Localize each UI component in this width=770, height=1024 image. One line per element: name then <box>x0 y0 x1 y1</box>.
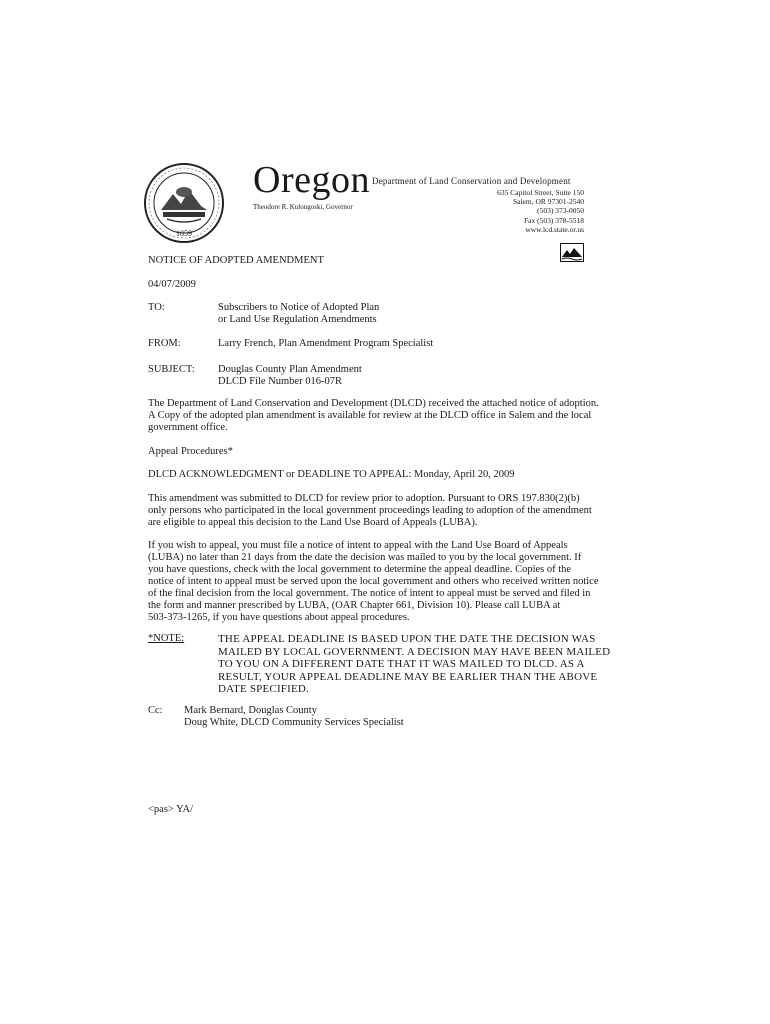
letterhead-department: Department of Land Conservation and Development <box>372 176 571 186</box>
seal-year: 1859 <box>176 229 192 238</box>
letterhead-governor: Theodore R. Kulongoski, Governor <box>253 203 353 211</box>
subject-label: SUBJECT: <box>148 364 195 375</box>
address-line: Salem, OR 97301-2540 <box>512 197 584 207</box>
to-line: Subscribers to Notice of Adopted Plan <box>218 302 380 313</box>
paragraph-line: are eligible to appeal this decision to the Land Use Board of Appeals (LUBA). <box>148 517 478 528</box>
address-line: Fax (503) 378-5518 <box>524 215 584 225</box>
paragraph-line: If you wish to appeal, you must file a notice of intent to appeal with the Land Use Board of Appeals <box>148 540 568 551</box>
to-line: or Land Use Regulation Amendments <box>218 314 377 325</box>
note-line: THE APPEAL DEADLINE IS BASED UPON THE DATE THE DECISION WAS <box>218 633 596 645</box>
letterhead-address <box>497 188 584 234</box>
address-line: (503) 373-0050 <box>537 206 584 216</box>
address-line: www.lcd.state.or.us <box>525 224 584 234</box>
from-value: Larry French, Plan Amendment Program Specialist <box>218 338 434 349</box>
cc-line: Mark Bernard, Douglas County <box>184 705 317 716</box>
paragraph-line: The Department of Land Conservation and Development (DLCD) received the attached notice of adoption. <box>148 398 599 409</box>
paragraph-line: notice of intent to appeal must be served upon the local government and others who received written notice <box>148 576 599 587</box>
note-line: RESULT, YOUR APPEAL DEADLINE MAY BE EARLIER THAN THE ABOVE <box>218 670 598 683</box>
appeal-instructions-paragraph <box>148 540 598 624</box>
note-line: TO YOU ON A DIFFERENT DATE THAT IT WAS MAILED TO DLCD. AS A <box>218 658 585 670</box>
note-line: MAILED BY LOCAL GOVERNMENT. A DECISION MAY HAVE BEEN MAILED <box>218 645 611 658</box>
appeal-deadline: DLCD ACKNOWLEDGMENT or DEADLINE TO APPEAL: Monday, April 20, 2009 <box>148 469 515 480</box>
cc-label: Cc: <box>148 705 163 716</box>
paragraph-line: you have questions, check with the local government to determine the appeal deadline. Copies of the <box>148 564 572 575</box>
typist-initials: <pas> YA/ <box>148 804 193 815</box>
notice-title: NOTICE OF ADOPTED AMENDMENT <box>148 255 324 266</box>
paragraph-line: A Copy of the adopted plan amendment is available for review at the DLCD office in Salem and the local <box>148 410 592 421</box>
paragraph-line: the form and manner prescribed by LUBA, (OAR Chapter 661, Division 10). Please call LUBA at <box>148 600 561 611</box>
note-text <box>218 633 610 696</box>
from-label: FROM: <box>148 338 181 349</box>
subject-line: DLCD File Number 016-07R <box>218 376 342 387</box>
letterhead-state-name: Oregon <box>253 159 370 201</box>
paragraph-line: This amendment was submitted to DLCD for review prior to adoption. Pursuant to ORS 197.830(2)(b) <box>148 493 580 504</box>
dlcd-logo-icon <box>560 243 584 262</box>
state-seal-icon <box>143 162 225 244</box>
paragraph-line: of the final decision from the local government. The notice of intent to appeal must be served and filed in <box>148 588 591 599</box>
intro-paragraph <box>148 398 599 434</box>
appeal-heading: Appeal Procedures* <box>148 446 233 457</box>
paragraph-line: 503-373-1265, if you have questions about appeal procedures. <box>148 612 410 623</box>
cc-line: Doug White, DLCD Community Services Specialist <box>184 717 404 728</box>
note-line: DATE SPECIFIED. <box>218 683 310 695</box>
address-line: 635 Capitol Street, Suite 150 <box>497 188 584 197</box>
to-label: TO: <box>148 302 165 313</box>
notice-date: 04/07/2009 <box>148 279 196 290</box>
eligibility-paragraph <box>148 493 592 529</box>
paragraph-line: (LUBA) no later than 21 days from the date the decision was mailed to you by the local government. If <box>148 552 582 563</box>
paragraph-line: government office. <box>148 422 228 433</box>
paragraph-line: only persons who participated in the local government proceedings leading to adoption of the amendment <box>148 505 592 516</box>
subject-line: Douglas County Plan Amendment <box>218 364 362 375</box>
note-label: *NOTE: <box>148 633 185 644</box>
